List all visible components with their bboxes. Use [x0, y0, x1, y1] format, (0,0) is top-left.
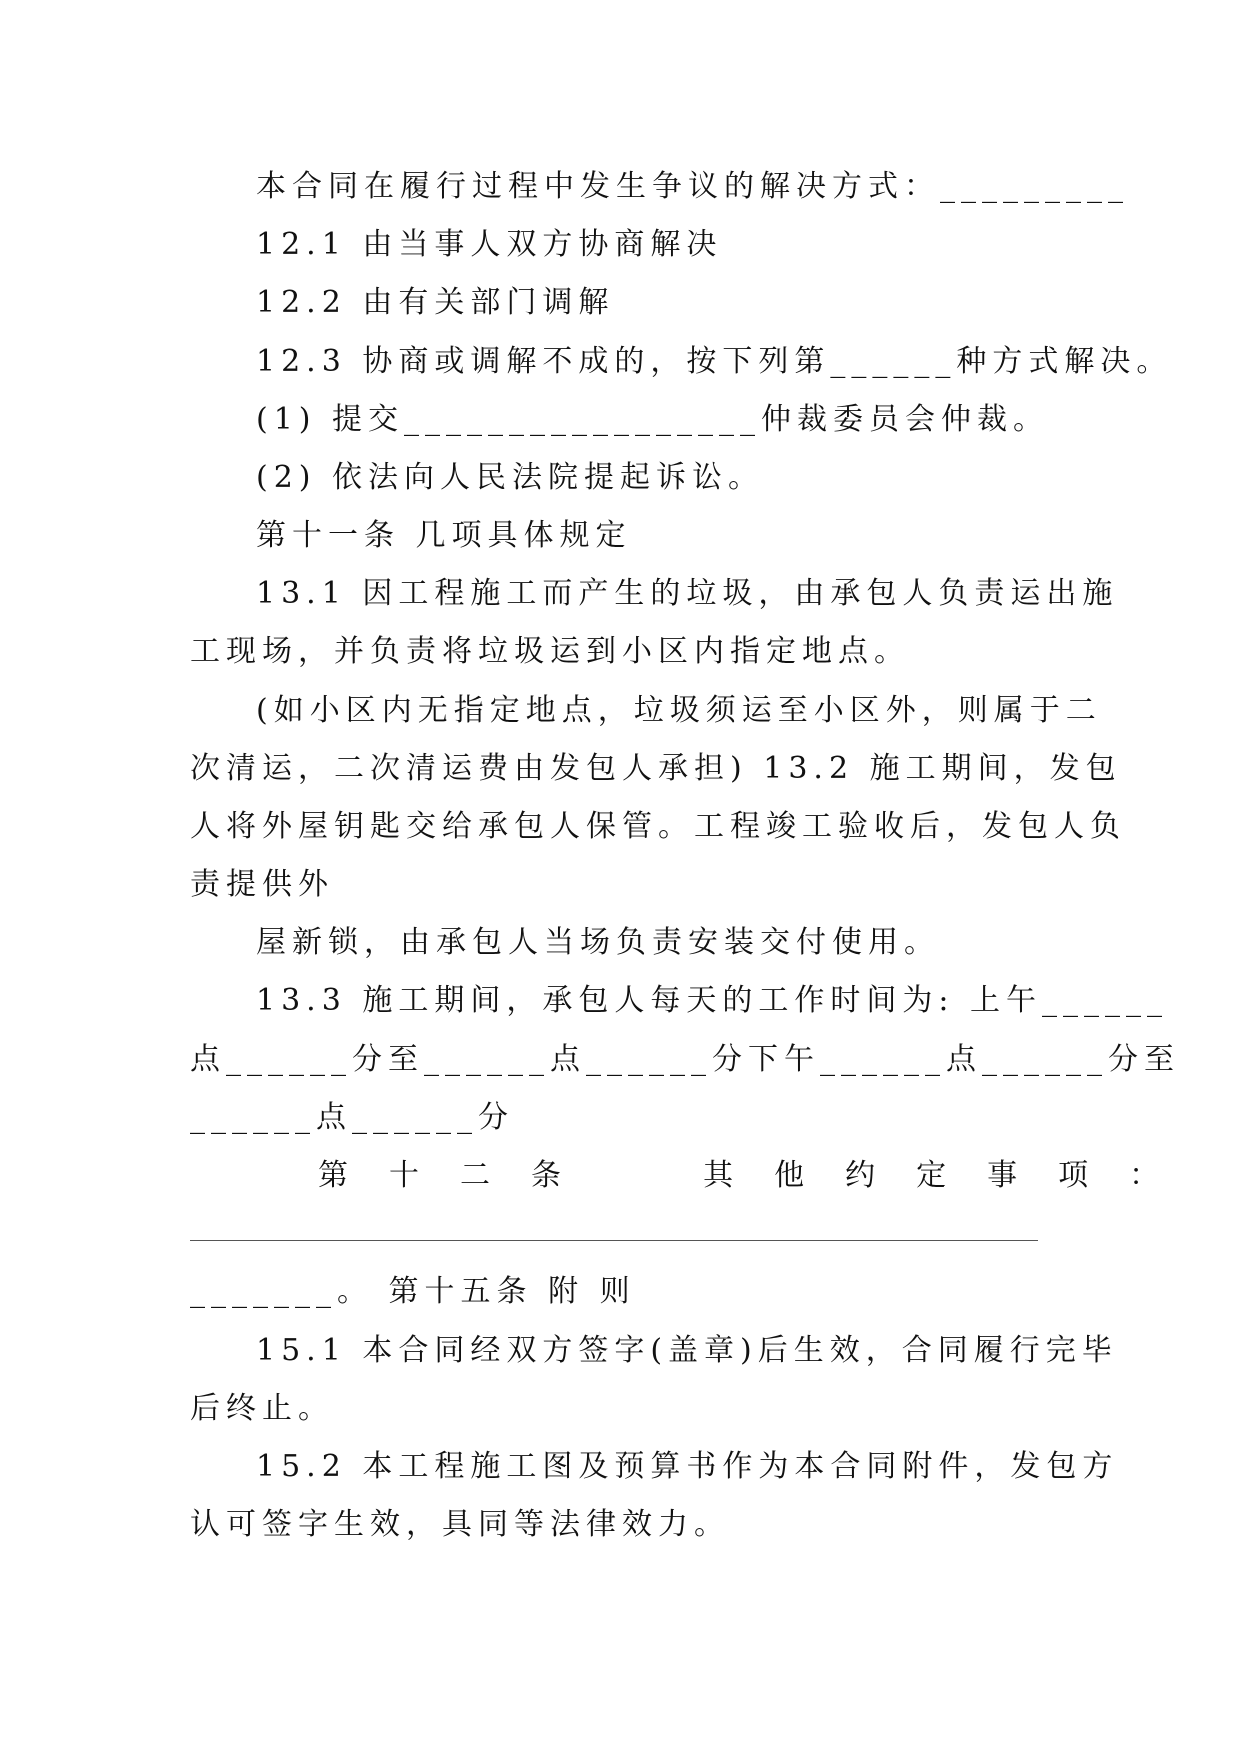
clause-13-2-line-1: 次清运，二次清运费由发包人承担) 13.2 施工期间，发包	[190, 751, 1122, 786]
article-15-heading: _______。 第十五条 附 则	[190, 1274, 636, 1309]
clause-15-2-line-1: 15.2 本工程施工图及预算书作为本合同附件，发包方	[256, 1449, 1119, 1484]
option-litigation: (2) 依法向人民法院提起诉讼。	[256, 460, 765, 495]
clause-13-3-line-2: 点______分至______点______分下午______点______分至	[190, 1042, 1180, 1077]
clause-13-1-line-1: 13.1 因工程施工而产生的垃圾，由承包人负责运出施	[256, 576, 1119, 611]
clause-12-2: 12.2 由有关部门调解	[256, 285, 615, 320]
clause-15-1-line-1: 15.1 本合同经双方签字(盖章)后生效，合同履行完毕	[256, 1333, 1118, 1368]
article-11-heading: 第十一条 几项具体规定	[256, 518, 632, 553]
clause-13-2-line-4: 屋新锁，由承包人当场负责安装交付使用。	[256, 925, 940, 960]
fill-in-blank-rule	[190, 1240, 1038, 1241]
clause-13-1-note-line-1: (如小区内无指定地点，垃圾须运至小区外，则属于二	[256, 693, 1102, 728]
option-arbitration: (1) 提交_________________仲裁委员会仲裁。	[256, 402, 1050, 437]
clause-13-3-line-3: ______点______分	[190, 1100, 514, 1135]
clause-12-1: 12.1 由当事人双方协商解决	[256, 227, 723, 262]
article-12-heading: 第十二条 其他约定事项：	[318, 1158, 1201, 1193]
clause-12-3: 12.3 协商或调解不成的，按下列第______种方式解决。	[256, 344, 1173, 379]
clause-13-2-line-3: 责提供外	[190, 867, 334, 902]
clause-13-3-line-1: 13.3 施工期间，承包人每天的工作时间为: 上午______	[256, 983, 1168, 1018]
clause-13-1-line-2: 工现场，并负责将垃圾运到小区内指定地点。	[190, 634, 910, 669]
dispute-resolution-intro: 本合同在履行过程中发生争议的解决方式：_________	[256, 169, 1129, 204]
clause-15-2-line-2: 认可签字生效，具同等法律效力。	[190, 1507, 730, 1542]
clause-13-2-line-2: 人将外屋钥匙交给承包人保管。工程竣工验收后，发包人负	[190, 809, 1126, 844]
clause-15-1-line-2: 后终止。	[190, 1391, 334, 1426]
